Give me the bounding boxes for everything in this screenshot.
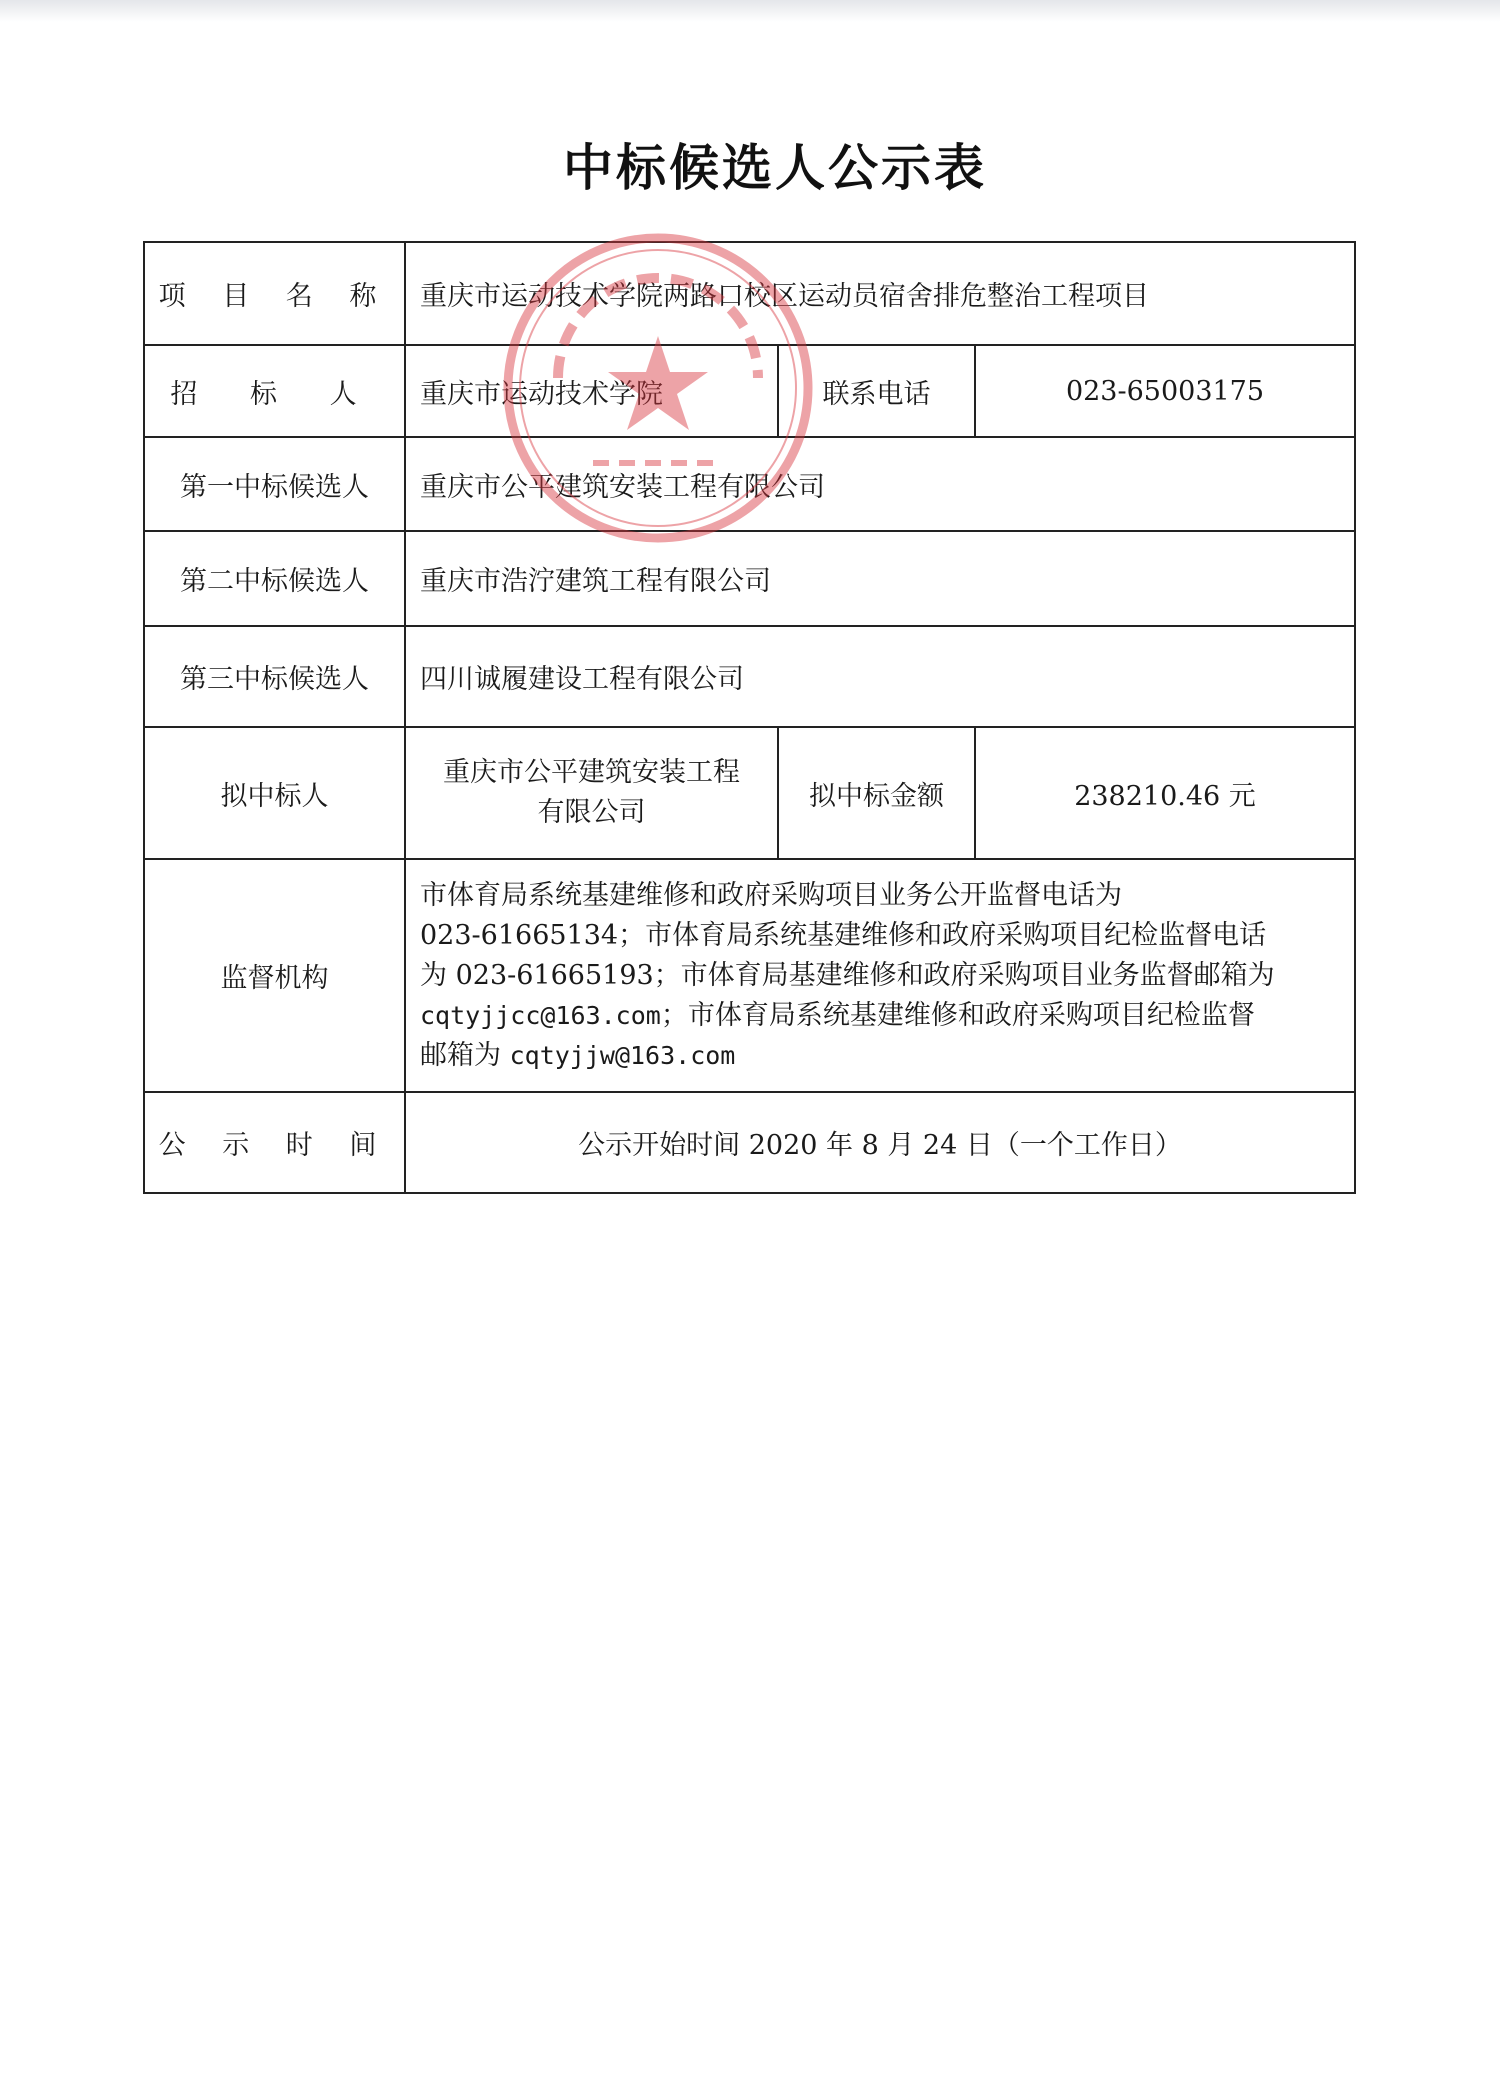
supervision-value (405, 859, 1355, 1092)
publicity-period-label: 公 示 时 间 (144, 1092, 405, 1193)
first-candidate-label: 第一中标候选人 (144, 437, 405, 531)
row-tenderer (144, 345, 1355, 437)
document-title: 中标候选人公示表 (563, 139, 987, 197)
third-candidate-value: 四川诚履建设工程有限公司 (405, 626, 1355, 727)
row-second-candidate (144, 531, 1355, 626)
tenderer-label: 招 标 人 (144, 345, 405, 437)
supervision-label: 监督机构 (144, 859, 405, 1092)
row-project (144, 242, 1355, 345)
row-publicity-period (144, 1092, 1355, 1193)
supervision-line-4 (420, 996, 1340, 1036)
supervision-line-3 (420, 956, 1340, 996)
supervision-phone-2: 023-61665193 (455, 959, 654, 991)
supervision-line-1: 市体育局系统基建维修和政府采购项目业务公开监督电话为 (420, 879, 1122, 911)
proposed-winner-line-2: 有限公司 (537, 797, 646, 828)
proposed-winner-line-1: 重庆市公平建筑安装工程 (443, 757, 740, 788)
proposed-amount-label: 拟中标金额 (778, 727, 975, 859)
notice-table (143, 241, 1356, 1194)
second-candidate-label: 第二中标候选人 (144, 531, 405, 626)
supervision-email-2: cqtyjjw@163.com (509, 1040, 736, 1070)
contact-phone-label: 联系电话 (778, 345, 975, 437)
project-name-value: 重庆市运动技术学院两路口校区运动员宿舍排危整治工程项目 (405, 242, 1355, 345)
project-name-label: 项 目 名 称 (144, 242, 405, 345)
contact-phone-value: 023-65003175 (975, 345, 1355, 437)
row-proposed-winner (144, 727, 1355, 859)
row-supervision (144, 859, 1355, 1092)
supervision-line-5-prefix: 邮箱为 (420, 1039, 501, 1071)
proposed-winner-label: 拟中标人 (144, 727, 405, 859)
first-candidate-value: 重庆市公平建筑安装工程有限公司 (405, 437, 1355, 531)
second-candidate-value: 重庆市浩泞建筑工程有限公司 (405, 531, 1355, 626)
third-candidate-label: 第三中标候选人 (144, 626, 405, 727)
tenderer-value: 重庆市运动技术学院 (405, 345, 778, 437)
row-first-candidate (144, 437, 1355, 531)
supervision-email-1: cqtyjjcc@163.com (420, 1000, 661, 1030)
scan-edge (0, 0, 1500, 22)
supervision-line-5 (420, 1036, 1340, 1076)
row-third-candidate (144, 626, 1355, 727)
publicity-period-value: 公示开始时间 2020 年 8 月 24 日（一个工作日） (405, 1092, 1355, 1193)
proposed-amount-value: 238210.46 元 (975, 727, 1355, 859)
supervision-line-3-suffix: ；市体育局基建维修和政府采购项目业务监督邮箱为 (653, 959, 1275, 991)
supervision-line-3-prefix: 为 (420, 959, 447, 991)
supervision-line-4-suffix: ；市体育局系统基建维修和政府采购项目纪检监督 (660, 999, 1255, 1031)
proposed-winner-value (405, 727, 778, 859)
supervision-line-2: 023-61665134；市体育局系统基建维修和政府采购项目纪检监督电话 (420, 919, 1267, 951)
